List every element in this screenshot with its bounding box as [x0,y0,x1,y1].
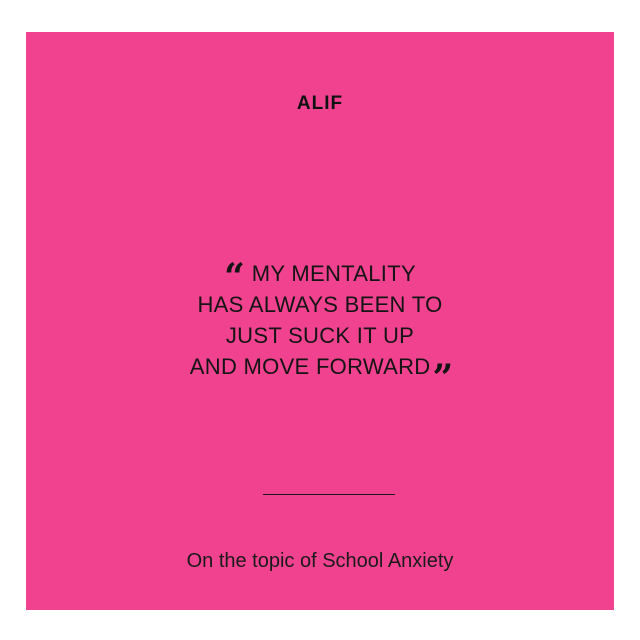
quote-line [26,320,614,351]
open-quote-icon: “ [224,256,242,298]
close-quote-icon: ” [432,357,451,399]
topic-caption: On the topic of School Anxiety [186,550,454,572]
quote-line-text: HAS ALWAYS BEEN TO [197,292,443,317]
quote-line [26,351,614,399]
quote-line-text: JUST SUCK IT UP [225,323,415,348]
speaker-name: ALIF [296,93,344,114]
quote-text [26,256,614,399]
quote-line-text: AND MOVE FORWARD [189,354,431,379]
quote-line [26,289,614,320]
quote-line [26,256,614,298]
divider [263,494,395,495]
quote-card [26,32,614,610]
quote-line-text: MY MENTALITY [251,261,416,286]
